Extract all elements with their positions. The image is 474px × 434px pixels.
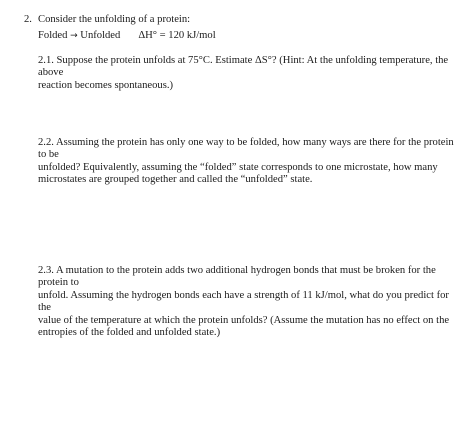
reaction-arrow-icon: → — [70, 31, 78, 41]
reactant-label: Folded — [38, 30, 68, 41]
part-2-2-line: 2.2. Assuming the protein has only one way to be folded, how many ways are there for the protein to be — [38, 137, 454, 161]
part-2-2 — [38, 137, 458, 187]
part-2-1 — [38, 55, 458, 92]
question-number: 2. — [24, 14, 32, 25]
question-prompt: Consider the unfolding of a protein: — [38, 14, 191, 25]
part-2-1-line: 2.1. Suppose the protein unfolds at 75°C. Estimate ΔS°? (Hint: At the unfolding temperature, the above — [38, 55, 449, 79]
part-2-2-line: microstates are grouped together and called the “unfolded” state. — [38, 174, 313, 186]
part-2-3-line: value of the temperature at which the protein unfolds? (Assume the mutation has no effect on the — [38, 314, 450, 326]
part-2-3-line: 2.3. A mutation to the protein adds two additional hydrogen bonds that must be broken for the protein to — [38, 265, 436, 289]
product-label: Unfolded — [80, 30, 121, 41]
part-2-3-line: entropies of the folded and unfolded state.) — [38, 327, 221, 339]
enthalpy-value: ΔH° = 120 kJ/mol — [138, 30, 216, 41]
reaction-equation — [38, 29, 216, 43]
part-2-3-line: unfold. Assuming the hydrogen bonds each have a strength of 11 kJ/mol, what do you predict for the — [38, 289, 449, 314]
part-2-2-line: unfolded? Equivalently, assuming the “folded” state corresponds to one microstate, how many — [38, 161, 438, 173]
part-2-3 — [38, 265, 458, 339]
part-2-1-line: reaction becomes spontaneous.) — [38, 79, 174, 91]
